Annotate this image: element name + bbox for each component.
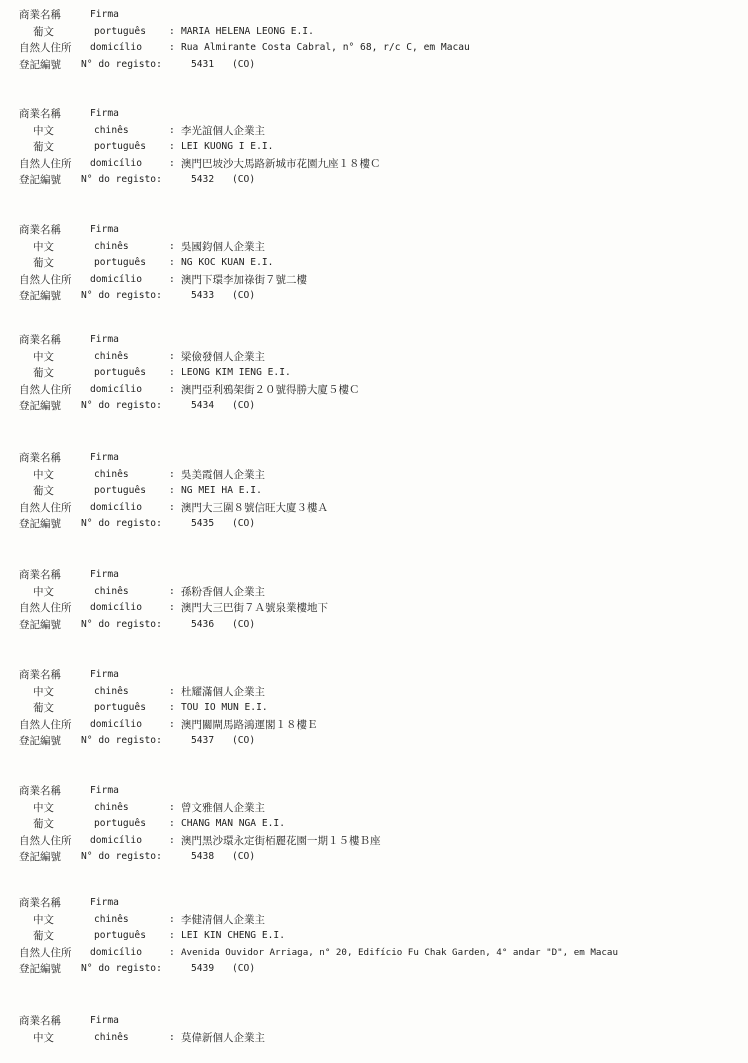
colon: : <box>169 468 175 480</box>
domicilio-label-zh: 自然人住所 <box>19 42 72 54</box>
colon: : <box>169 157 175 169</box>
chines-label-zh: 中文 <box>33 124 54 137</box>
portugues-row <box>19 24 739 41</box>
registo-number: 5438 <box>191 851 215 862</box>
firma-label-pt: Firma <box>90 224 119 235</box>
domicilio-row <box>19 945 739 962</box>
domicilio-row <box>19 833 739 850</box>
domicilio-label-zh: 自然人住所 <box>19 718 72 731</box>
registo-label-zh: 登記編號 <box>19 735 61 747</box>
firma-row <box>19 783 739 800</box>
registo-row <box>19 398 739 415</box>
portugues-value: CHANG MAN NGA E.I. <box>181 818 285 829</box>
portugues-label-zh: 葡文 <box>33 702 54 714</box>
portugues-row <box>19 928 739 945</box>
portugues-row <box>19 483 739 500</box>
portugues-label-pt: português <box>94 25 146 37</box>
registo-number: 5432 <box>191 174 215 185</box>
portugues-label-zh: 葡文 <box>33 25 54 38</box>
registo-label-pt: N° do registo: <box>81 400 162 411</box>
colon: : <box>169 1031 175 1043</box>
registo-number: 5439 <box>191 963 215 974</box>
firma-label-zh: 商業名稱 <box>19 108 61 120</box>
firma-row <box>19 1013 739 1030</box>
firma-label-zh: 商業名稱 <box>19 569 61 581</box>
portugues-value: NG KOC KUAN E.I. <box>181 257 274 268</box>
chines-label-pt: chinês <box>94 124 129 136</box>
registry-entry <box>19 450 739 533</box>
chines-value: 莫偉新個人企業主 <box>181 1031 265 1044</box>
domicilio-label-zh: 自然人住所 <box>19 273 72 286</box>
registo-code: (CO) <box>232 58 256 70</box>
registry-entry <box>19 106 739 189</box>
chines-label-zh: 中文 <box>33 240 54 253</box>
portugues-label-zh: 葡文 <box>33 367 54 379</box>
registry-entry <box>19 332 739 415</box>
chines-row <box>19 467 739 484</box>
registo-label-pt: N° do registo: <box>81 618 162 630</box>
registry-entry <box>19 895 739 978</box>
domicilio-value: 澳門大三巴街７Ａ號泉業樓地下 <box>181 602 328 614</box>
registo-number: 5431 <box>191 58 215 70</box>
registo-number: 5435 <box>191 518 215 529</box>
colon: : <box>169 350 175 362</box>
colon: : <box>169 818 175 829</box>
registo-label-zh: 登記編號 <box>19 290 61 302</box>
colon: : <box>169 367 175 378</box>
portugues-label-pt: português <box>94 367 146 378</box>
registo-code: (CO) <box>232 174 256 185</box>
firma-label-zh: 商業名稱 <box>19 224 61 236</box>
portugues-value: TOU IO MUN E.I. <box>181 702 268 713</box>
firma-label-pt: Firma <box>90 1015 119 1026</box>
domicilio-label-zh: 自然人住所 <box>19 157 72 170</box>
chines-row <box>19 349 739 366</box>
domicilio-row <box>19 500 739 517</box>
portugues-row <box>19 816 739 833</box>
registo-row <box>19 172 739 189</box>
domicilio-value: Rua Almirante Costa Cabral, n° 68, r/c C, em Macau <box>181 42 470 53</box>
chines-value: 李光誼個人企業主 <box>181 124 265 137</box>
chines-row <box>19 123 739 140</box>
domicilio-label-zh: 自然人住所 <box>19 501 72 514</box>
firma-row <box>19 222 739 239</box>
registo-row <box>19 849 739 866</box>
colon: : <box>169 685 175 697</box>
domicilio-label-zh: 自然人住所 <box>19 834 72 847</box>
firma-row <box>19 450 739 467</box>
colon: : <box>169 273 175 285</box>
registo-label-pt: N° do registo: <box>81 851 162 862</box>
domicilio-row <box>19 156 739 173</box>
domicilio-row <box>19 717 739 734</box>
firma-label-zh: 商業名稱 <box>19 452 61 464</box>
portugues-label-pt: português <box>94 702 146 713</box>
registo-row <box>19 288 739 305</box>
registo-label-pt: N° do registo: <box>81 290 162 301</box>
colon: : <box>169 240 175 252</box>
chines-label-zh: 中文 <box>33 685 54 698</box>
registo-label-zh: 登記編號 <box>19 518 61 530</box>
portugues-value: NG MEI HA E.I. <box>181 485 262 496</box>
portugues-label-pt: português <box>94 141 146 152</box>
registo-code: (CO) <box>232 963 256 974</box>
firma-label-pt: Firma <box>90 897 119 908</box>
chines-label-pt: chinês <box>94 801 129 813</box>
chines-label-pt: chinês <box>94 468 129 480</box>
chines-label-pt: chinês <box>94 350 129 362</box>
firma-label-zh: 商業名稱 <box>19 9 61 21</box>
registo-label-zh: 登記編號 <box>19 400 61 412</box>
firma-row <box>19 567 739 584</box>
colon: : <box>169 141 175 152</box>
chines-label-zh: 中文 <box>33 468 54 481</box>
registo-label-pt: N° do registo: <box>81 735 162 746</box>
colon: : <box>169 25 175 37</box>
chines-row <box>19 239 739 256</box>
colon: : <box>169 834 175 846</box>
registo-label-zh: 登記編號 <box>19 174 61 186</box>
registo-code: (CO) <box>232 518 256 529</box>
firma-label-zh: 商業名稱 <box>19 669 61 681</box>
registo-code: (CO) <box>232 290 256 301</box>
colon: : <box>169 383 175 395</box>
chines-row <box>19 800 739 817</box>
chines-value: 杜耀滿個人企業主 <box>181 685 265 698</box>
portugues-row <box>19 139 739 156</box>
colon: : <box>169 930 175 941</box>
colon: : <box>169 257 175 268</box>
registo-number: 5434 <box>191 400 215 411</box>
domicilio-label-pt: domicílio <box>90 273 142 285</box>
registry-entry <box>19 222 739 305</box>
registry-entry <box>19 667 739 750</box>
portugues-label-pt: português <box>94 818 146 829</box>
registo-label-zh: 登記編號 <box>19 618 61 631</box>
chines-value: 梁儉發個人企業主 <box>181 350 265 363</box>
colon: : <box>169 602 175 613</box>
chines-label-pt: chinês <box>94 240 129 252</box>
portugues-value: LEI KIN CHENG E.I. <box>181 930 285 941</box>
chines-label-pt: chinês <box>94 913 129 925</box>
colon: : <box>169 585 175 597</box>
registo-label-pt: N° do registo: <box>81 963 162 974</box>
chines-row <box>19 684 739 701</box>
chines-value: 曾文雅個人企業主 <box>181 801 265 814</box>
registo-code: (CO) <box>232 618 256 630</box>
domicilio-label-pt: domicílio <box>90 718 142 730</box>
domicilio-label-pt: domicílio <box>90 383 142 395</box>
portugues-row <box>19 255 739 272</box>
registo-code: (CO) <box>232 400 256 411</box>
domicilio-label-pt: domicílio <box>90 501 142 513</box>
portugues-label-pt: português <box>94 485 146 496</box>
portugues-label-zh: 葡文 <box>33 818 54 830</box>
registo-row <box>19 961 739 978</box>
registo-row <box>19 516 739 533</box>
chines-label-zh: 中文 <box>33 350 54 363</box>
chines-row <box>19 912 739 929</box>
portugues-value: LEONG KIM IENG E.I. <box>181 367 291 378</box>
firma-row <box>19 667 739 684</box>
colon: : <box>169 946 175 958</box>
domicilio-label-pt: domicílio <box>90 42 142 53</box>
domicilio-row <box>19 272 739 289</box>
registo-row <box>19 733 739 750</box>
chines-row <box>19 584 739 601</box>
registo-label-pt: N° do registo: <box>81 174 162 185</box>
portugues-label-pt: português <box>94 930 146 941</box>
registo-number: 5436 <box>191 618 215 630</box>
firma-label-pt: Firma <box>90 108 119 119</box>
domicilio-label-zh: 自然人住所 <box>19 383 72 396</box>
chines-label-zh: 中文 <box>33 585 54 598</box>
firma-row <box>19 895 739 912</box>
domicilio-label-zh: 自然人住所 <box>19 946 72 959</box>
registo-number: 5433 <box>191 290 215 301</box>
registo-row <box>19 57 739 74</box>
colon: : <box>169 913 175 925</box>
firma-label-zh: 商業名稱 <box>19 897 61 909</box>
registo-code: (CO) <box>232 735 256 746</box>
chines-row <box>19 1030 739 1047</box>
portugues-value: LEI KUONG I E.I. <box>181 141 274 152</box>
colon: : <box>169 718 175 730</box>
chines-value: 孫粉香個人企業主 <box>181 585 265 598</box>
colon: : <box>169 702 175 713</box>
registo-label-zh: 登記編號 <box>19 58 61 71</box>
firma-row <box>19 332 739 349</box>
firma-label-zh: 商業名稱 <box>19 785 61 797</box>
registry-entry <box>19 783 739 866</box>
portugues-label-pt: português <box>94 257 146 268</box>
registo-label-zh: 登記編號 <box>19 851 61 863</box>
chines-label-pt: chinês <box>94 685 129 697</box>
firma-label-pt: Firma <box>90 569 119 580</box>
firma-label-pt: Firma <box>90 452 119 463</box>
registo-label-pt: N° do registo: <box>81 518 162 529</box>
domicilio-row <box>19 40 739 57</box>
registo-label-zh: 登記編號 <box>19 963 61 975</box>
domicilio-value: Avenida Ouvidor Arriaga, n° 20, Edifício Fu Chak Garden, 4° andar "D", em Macau <box>181 946 618 958</box>
firma-label-pt: Firma <box>90 334 119 345</box>
domicilio-value: 澳門亞利鴉架街２０號得勝大廈５樓Ｃ <box>181 383 360 396</box>
portugues-label-zh: 葡文 <box>33 485 54 497</box>
registry-entry <box>19 7 739 73</box>
colon: : <box>169 485 175 496</box>
chines-label-zh: 中文 <box>33 1031 54 1044</box>
chines-label-zh: 中文 <box>33 801 54 814</box>
chines-label-pt: chinês <box>94 1031 129 1043</box>
domicilio-value: 澳門黑沙環永定街栢麗花園一期１５樓Ｂ座 <box>181 834 381 847</box>
firma-label-pt: Firma <box>90 785 119 796</box>
firma-label-zh: 商業名稱 <box>19 334 61 346</box>
registry-entry <box>19 567 739 633</box>
chines-value: 吳美霞個人企業主 <box>181 468 265 481</box>
portugues-row <box>19 700 739 717</box>
chines-value: 吳國鈞個人企業主 <box>181 240 265 253</box>
registry-entry <box>19 1013 739 1046</box>
registo-number: 5437 <box>191 735 215 746</box>
domicilio-row <box>19 600 739 617</box>
firma-row <box>19 106 739 123</box>
portugues-row <box>19 365 739 382</box>
domicilio-value: 澳門巴坡沙大馬路新城市花園九座１８樓Ｃ <box>181 157 381 170</box>
domicilio-row <box>19 382 739 399</box>
domicilio-value: 澳門下環李加祿街７號二樓 <box>181 273 307 286</box>
portugues-label-zh: 葡文 <box>33 141 54 153</box>
firma-row <box>19 7 739 24</box>
domicilio-label-pt: domicílio <box>90 157 142 169</box>
registo-row <box>19 617 739 634</box>
chines-label-zh: 中文 <box>33 913 54 926</box>
colon: : <box>169 124 175 136</box>
portugues-value: MARIA HELENA LEONG E.I. <box>181 25 314 37</box>
colon: : <box>169 801 175 813</box>
colon: : <box>169 42 175 53</box>
portugues-label-zh: 葡文 <box>33 930 54 942</box>
firma-label-pt: Firma <box>90 9 119 20</box>
chines-label-pt: chinês <box>94 585 129 597</box>
domicilio-value: 澳門大三圍８號信旺大廈３樓Ａ <box>181 501 328 514</box>
chines-value: 李健清個人企業主 <box>181 913 265 926</box>
domicilio-label-pt: domicílio <box>90 602 142 613</box>
firma-label-pt: Firma <box>90 669 119 680</box>
colon: : <box>169 501 175 513</box>
firma-label-zh: 商業名稱 <box>19 1015 61 1027</box>
domicilio-label-pt: domicílio <box>90 946 142 958</box>
domicilio-value: 澳門關閘馬路鴻運閣１８樓Ｅ <box>181 718 318 731</box>
portugues-label-zh: 葡文 <box>33 257 54 269</box>
registo-label-pt: N° do registo: <box>81 58 162 70</box>
registo-code: (CO) <box>232 851 256 862</box>
domicilio-label-zh: 自然人住所 <box>19 602 72 614</box>
domicilio-label-pt: domicílio <box>90 834 142 846</box>
